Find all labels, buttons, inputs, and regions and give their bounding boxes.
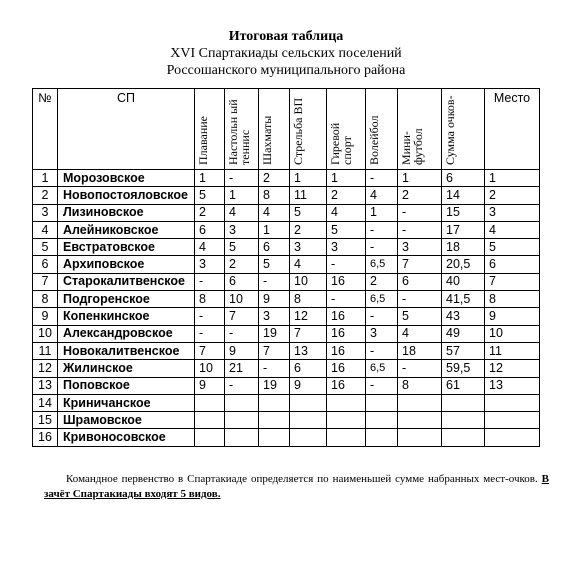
settlement-name: Лизиновское xyxy=(58,204,195,221)
settlement-name: Алейниковское xyxy=(58,221,195,238)
row-number: 3 xyxy=(33,204,58,221)
cell-shooting: 11 xyxy=(290,187,327,204)
settlement-name: Евстратовское xyxy=(58,239,195,256)
cell-kettle: 4 xyxy=(327,204,366,221)
cell-swim: - xyxy=(195,273,225,290)
header-place: Место xyxy=(485,89,540,170)
header-kettle: Гиревой спорт xyxy=(327,89,366,170)
cell-swim: - xyxy=(195,325,225,342)
cell-football: 6 xyxy=(398,273,442,290)
cell-swim: 5 xyxy=(195,187,225,204)
row-number: 5 xyxy=(33,239,58,256)
settlement-name: Жилинское xyxy=(58,360,195,377)
cell-football: - xyxy=(398,360,442,377)
table-row xyxy=(33,187,540,204)
cell-sum: 40 xyxy=(442,273,485,290)
row-number: 12 xyxy=(33,360,58,377)
cell-volley: 6,5 xyxy=(366,256,398,273)
cell-place: 5 xyxy=(485,239,540,256)
table-row xyxy=(33,308,540,325)
footer-text: Командное первенство в Спартакиаде определяется по наименьшей сумме набранных мест-очков. xyxy=(66,473,538,485)
cell-swim: 6 xyxy=(195,221,225,238)
row-number: 2 xyxy=(33,187,58,204)
table-row xyxy=(33,239,540,256)
settlement-name: Морозовское xyxy=(58,170,195,187)
cell-football: - xyxy=(398,221,442,238)
cell-tennis: 2 xyxy=(225,256,259,273)
row-number: 4 xyxy=(33,221,58,238)
table-row xyxy=(33,325,540,342)
table-header-row xyxy=(33,89,540,170)
cell-chess: 2 xyxy=(259,170,290,187)
settlement-name: Новопостояловское xyxy=(58,187,195,204)
header-swim: Плавание xyxy=(195,89,225,170)
cell-tennis: 7 xyxy=(225,308,259,325)
cell-chess: - xyxy=(259,273,290,290)
settlement-name: Подгоренское xyxy=(58,291,195,308)
cell-place: 9 xyxy=(485,308,540,325)
cell-football xyxy=(398,412,442,429)
row-number: 9 xyxy=(33,308,58,325)
cell-place: 3 xyxy=(485,204,540,221)
cell-place: 11 xyxy=(485,342,540,359)
title-line-1: Итоговая таблица xyxy=(228,29,344,44)
footer-note xyxy=(44,472,549,502)
cell-volley: - xyxy=(366,308,398,325)
cell-tennis xyxy=(225,429,259,446)
cell-kettle: - xyxy=(327,256,366,273)
table-row xyxy=(33,221,540,238)
cell-shooting: 1 xyxy=(290,170,327,187)
settlement-name: Шрамовское xyxy=(58,412,195,429)
table-row xyxy=(33,170,540,187)
header-sp: СП xyxy=(58,89,195,170)
cell-football xyxy=(398,429,442,446)
document-title xyxy=(0,28,572,79)
table-row xyxy=(33,394,540,411)
cell-football: 1 xyxy=(398,170,442,187)
settlement-name: Копенкинское xyxy=(58,308,195,325)
table-row xyxy=(33,291,540,308)
cell-sum: 15 xyxy=(442,204,485,221)
cell-sum: 6 xyxy=(442,170,485,187)
cell-tennis xyxy=(225,412,259,429)
cell-volley: - xyxy=(366,221,398,238)
cell-shooting: 7 xyxy=(290,325,327,342)
cell-shooting: 4 xyxy=(290,256,327,273)
cell-sum xyxy=(442,394,485,411)
cell-chess: - xyxy=(259,360,290,377)
cell-shooting: 8 xyxy=(290,291,327,308)
row-number: 15 xyxy=(33,412,58,429)
cell-swim xyxy=(195,394,225,411)
cell-kettle: 3 xyxy=(327,239,366,256)
table-row xyxy=(33,429,540,446)
cell-kettle xyxy=(327,429,366,446)
cell-tennis: 21 xyxy=(225,360,259,377)
cell-football: 4 xyxy=(398,325,442,342)
settlement-name: Новокалитвенское xyxy=(58,342,195,359)
cell-place: 7 xyxy=(485,273,540,290)
cell-swim: 2 xyxy=(195,204,225,221)
cell-sum xyxy=(442,412,485,429)
table-row xyxy=(33,412,540,429)
cell-volley xyxy=(366,429,398,446)
table-row xyxy=(33,256,540,273)
cell-tennis: 6 xyxy=(225,273,259,290)
cell-chess: 5 xyxy=(259,256,290,273)
cell-shooting: 3 xyxy=(290,239,327,256)
row-number: 7 xyxy=(33,273,58,290)
cell-chess: 19 xyxy=(259,377,290,394)
cell-football: 3 xyxy=(398,239,442,256)
header-chess: Шахматы xyxy=(259,89,290,170)
cell-kettle xyxy=(327,394,366,411)
cell-sum: 61 xyxy=(442,377,485,394)
row-number: 14 xyxy=(33,394,58,411)
cell-sum: 49 xyxy=(442,325,485,342)
cell-swim: 9 xyxy=(195,377,225,394)
table-row xyxy=(33,273,540,290)
cell-football: 7 xyxy=(398,256,442,273)
cell-volley: 3 xyxy=(366,325,398,342)
cell-swim: 7 xyxy=(195,342,225,359)
cell-shooting xyxy=(290,429,327,446)
cell-kettle: 5 xyxy=(327,221,366,238)
results-table xyxy=(32,88,540,447)
cell-place: 1 xyxy=(485,170,540,187)
cell-volley xyxy=(366,394,398,411)
cell-chess: 1 xyxy=(259,221,290,238)
cell-tennis: 4 xyxy=(225,204,259,221)
cell-shooting: 9 xyxy=(290,377,327,394)
cell-swim: 4 xyxy=(195,239,225,256)
cell-kettle: 16 xyxy=(327,308,366,325)
cell-shooting: 5 xyxy=(290,204,327,221)
cell-kettle: 16 xyxy=(327,342,366,359)
cell-shooting: 13 xyxy=(290,342,327,359)
cell-sum: 43 xyxy=(442,308,485,325)
cell-chess: 3 xyxy=(259,308,290,325)
cell-shooting: 6 xyxy=(290,360,327,377)
cell-swim xyxy=(195,412,225,429)
cell-swim: 8 xyxy=(195,291,225,308)
header-tennis: Настольн ый теннис xyxy=(225,89,259,170)
cell-kettle: 16 xyxy=(327,273,366,290)
cell-place: 13 xyxy=(485,377,540,394)
settlement-name: Поповское xyxy=(58,377,195,394)
table-row xyxy=(33,360,540,377)
cell-swim: 3 xyxy=(195,256,225,273)
cell-kettle: 1 xyxy=(327,170,366,187)
cell-tennis: - xyxy=(225,377,259,394)
cell-chess xyxy=(259,412,290,429)
cell-volley: - xyxy=(366,377,398,394)
cell-shooting: 2 xyxy=(290,221,327,238)
header-sum: Сумма очков- xyxy=(442,89,485,170)
cell-tennis: - xyxy=(225,325,259,342)
row-number: 6 xyxy=(33,256,58,273)
cell-shooting: 10 xyxy=(290,273,327,290)
cell-chess: 8 xyxy=(259,187,290,204)
cell-sum xyxy=(442,429,485,446)
cell-place: 12 xyxy=(485,360,540,377)
cell-kettle: 16 xyxy=(327,360,366,377)
row-number: 16 xyxy=(33,429,58,446)
cell-place xyxy=(485,429,540,446)
cell-sum: 41,5 xyxy=(442,291,485,308)
cell-kettle: 16 xyxy=(327,325,366,342)
cell-chess: 6 xyxy=(259,239,290,256)
cell-chess: 7 xyxy=(259,342,290,359)
cell-chess xyxy=(259,394,290,411)
cell-volley: 4 xyxy=(366,187,398,204)
cell-sum: 17 xyxy=(442,221,485,238)
cell-place: 4 xyxy=(485,221,540,238)
header-volley: Волейбол xyxy=(366,89,398,170)
cell-volley: 6,5 xyxy=(366,291,398,308)
cell-shooting: 12 xyxy=(290,308,327,325)
settlement-name: Старокалитвенское xyxy=(58,273,195,290)
cell-tennis: - xyxy=(225,170,259,187)
cell-tennis: 1 xyxy=(225,187,259,204)
row-number: 1 xyxy=(33,170,58,187)
cell-kettle xyxy=(327,412,366,429)
cell-tennis: 10 xyxy=(225,291,259,308)
cell-sum: 14 xyxy=(442,187,485,204)
cell-tennis: 5 xyxy=(225,239,259,256)
cell-football: - xyxy=(398,204,442,221)
cell-place xyxy=(485,412,540,429)
cell-chess: 19 xyxy=(259,325,290,342)
cell-swim xyxy=(195,429,225,446)
cell-football: 2 xyxy=(398,187,442,204)
row-number: 11 xyxy=(33,342,58,359)
header-football: Мини-футбол xyxy=(398,89,442,170)
cell-football: 5 xyxy=(398,308,442,325)
cell-football: - xyxy=(398,291,442,308)
settlement-name: Александровское xyxy=(58,325,195,342)
cell-place: 8 xyxy=(485,291,540,308)
cell-football: 18 xyxy=(398,342,442,359)
cell-volley: 2 xyxy=(366,273,398,290)
cell-shooting xyxy=(290,412,327,429)
cell-swim: 1 xyxy=(195,170,225,187)
cell-chess: 4 xyxy=(259,204,290,221)
row-number: 8 xyxy=(33,291,58,308)
row-number: 10 xyxy=(33,325,58,342)
cell-sum: 57 xyxy=(442,342,485,359)
cell-tennis xyxy=(225,394,259,411)
table-body xyxy=(33,170,540,447)
cell-chess: 9 xyxy=(259,291,290,308)
title-line-3: Россошанского муниципального района xyxy=(166,63,406,78)
cell-football: 8 xyxy=(398,377,442,394)
cell-chess xyxy=(259,429,290,446)
cell-shooting xyxy=(290,394,327,411)
settlement-name: Криничанское xyxy=(58,394,195,411)
cell-kettle: 16 xyxy=(327,377,366,394)
footer-bold-text: В зачёт Спартакиады входят 5 видов. xyxy=(44,473,550,500)
cell-tennis: 3 xyxy=(225,221,259,238)
cell-kettle: 2 xyxy=(327,187,366,204)
cell-place: 6 xyxy=(485,256,540,273)
cell-place xyxy=(485,394,540,411)
cell-place: 10 xyxy=(485,325,540,342)
row-number: 13 xyxy=(33,377,58,394)
header-num: № xyxy=(33,89,58,170)
cell-football xyxy=(398,394,442,411)
cell-kettle: - xyxy=(327,291,366,308)
table-row xyxy=(33,204,540,221)
settlement-name: Кривоносовское xyxy=(58,429,195,446)
cell-tennis: 9 xyxy=(225,342,259,359)
cell-volley: - xyxy=(366,170,398,187)
cell-swim: - xyxy=(195,308,225,325)
title-line-2: XVI Спартакиады сельских поселений xyxy=(170,46,402,61)
settlement-name: Архиповское xyxy=(58,256,195,273)
header-shooting: Стрельба ВП xyxy=(290,89,327,170)
cell-volley xyxy=(366,412,398,429)
cell-volley: - xyxy=(366,239,398,256)
cell-volley: 6,5 xyxy=(366,360,398,377)
cell-sum: 18 xyxy=(442,239,485,256)
cell-sum: 59,5 xyxy=(442,360,485,377)
cell-swim: 10 xyxy=(195,360,225,377)
cell-volley: - xyxy=(366,342,398,359)
table-row xyxy=(33,377,540,394)
cell-place: 2 xyxy=(485,187,540,204)
cell-sum: 20,5 xyxy=(442,256,485,273)
table-row xyxy=(33,342,540,359)
cell-volley: 1 xyxy=(366,204,398,221)
